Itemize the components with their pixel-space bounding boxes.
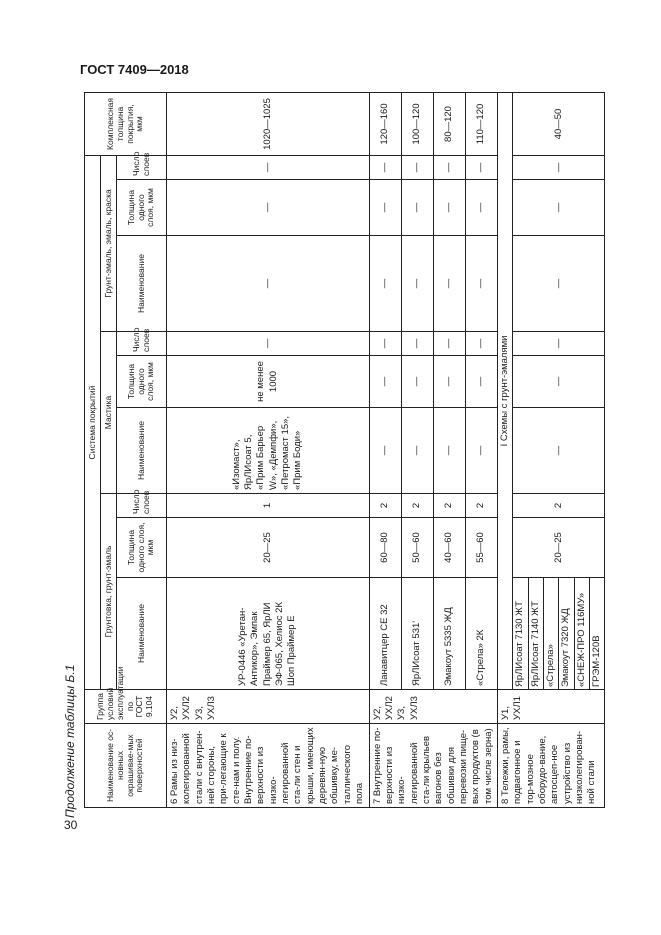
row7-3-enamel-thickness: — <box>433 180 465 236</box>
row7-4-mastic-layers: — <box>465 332 497 356</box>
header-primer-thickness: Толщина одного слоя, мкм <box>117 518 167 578</box>
row8-surface: 8 Тележки, рамы, подвагонное и тор-мозное оборудо-вание, автосцеп-ное устройство из низколегирован-ной стали <box>497 724 604 808</box>
header-system: Система покрытий <box>85 155 101 689</box>
row7-2-primer-layers: 2 <box>401 494 433 518</box>
row7-4-mastic-thickness: — <box>465 356 497 408</box>
header-mastic-layers: Число слоев <box>117 332 167 356</box>
row7-1-enamel-name: — <box>369 236 401 332</box>
header-mastic-thickness: Толщина одного слоя, мкм <box>117 356 167 408</box>
row7-1-mastic-name: — <box>369 408 401 494</box>
header-primer: Грунтовка, грунт-эмаль <box>101 494 117 690</box>
list-item: Эмакоут 7320 ЖД <box>559 578 574 689</box>
row7-2-mastic-name: — <box>401 408 433 494</box>
row8-total: 40—50 <box>513 92 605 155</box>
row7-1-primer-name: Ланавитцер СЕ 32 <box>369 578 401 690</box>
row7-2-enamel-layers: — <box>401 155 433 179</box>
row6-surface: 6 Рамы из низ-колегированной стали с внутрен-ней стороны, при-легающие к сте-нам и полу. Внутренние по-верхности из низко-легированной ста-ли стен и крыши, имеющих деревян-ную обшивку, ме-таллического пола <box>167 724 370 808</box>
row7-4-enamel-name: — <box>465 236 497 332</box>
row8-group: У1, УХЛ1 <box>497 690 604 724</box>
header-primer-name: Наименование <box>117 578 167 690</box>
row6-enamel-name: — <box>167 236 370 332</box>
primer-name-list <box>513 578 604 689</box>
row7-3-mastic-layers: — <box>433 332 465 356</box>
table-row <box>497 92 512 807</box>
list-item: ЯрЛИсоат 7130 ЖТ <box>513 578 528 689</box>
row7-2-primer-thickness: 50—60 <box>401 518 433 578</box>
coating-systems-table <box>84 92 605 808</box>
row7-1-total: 120—160 <box>369 92 401 155</box>
list-item: «Стрела» <box>543 578 558 689</box>
row7-3-primer-layers: 2 <box>433 494 465 518</box>
table-row <box>369 92 401 807</box>
row8-primer-thickness: 20—25 <box>513 518 605 578</box>
row7-3-mastic-name: — <box>433 408 465 494</box>
row7-2-primer-name: ЯрЛИсоат 531' <box>401 578 433 690</box>
rotated-table-container <box>84 93 602 808</box>
row7-1-primer-thickness: 60—80 <box>369 518 401 578</box>
row7-surface: 7 Внутренние по-верхности из низко-легированной ста-ли крыльев вагонов без обшивки для перевозки пище-вых продуктов (в том числе зерна) <box>369 724 497 808</box>
row7-4-primer-layers: 2 <box>465 494 497 518</box>
row7-2-mastic-thickness: — <box>401 356 433 408</box>
header-enamel-layers: Число слоев <box>117 155 167 179</box>
header-group: Группа условий эксплуатации по ГОСТ 9.104 <box>85 690 167 724</box>
header-primer-layers: Число слоев <box>117 494 167 518</box>
row6-primer-name: УР-0446 «Уретан-Антикор», Эмпак Праймер 65, ЯрЛИ ЭФ-065, Хелиос 2К Шоп Праймер Е <box>167 578 370 690</box>
table-row <box>167 92 370 807</box>
row6-primer-thickness: 20—25 <box>167 518 370 578</box>
row8-enamel-thickness: — <box>513 180 605 236</box>
row8-primer-layers: 2 <box>513 494 605 518</box>
row7-1-mastic-thickness: — <box>369 356 401 408</box>
row6-group: У2, УХЛ2 У3, УХЛ3 <box>167 690 370 724</box>
row8-primer-names <box>513 578 605 690</box>
row7-3-primer-name: Эмакоут 5335 ЖД <box>433 578 465 690</box>
row6-total: 1020—1025 <box>167 92 370 155</box>
row7-group: У2, УХЛ2 У3, УХЛ3 <box>369 690 497 724</box>
row8-mastic-layers: — <box>513 332 605 356</box>
row8-mastic-name: — <box>513 408 605 494</box>
header-enamel: Грунт-эмаль, эмаль, краска <box>101 155 117 331</box>
row7-2-mastic-layers: — <box>401 332 433 356</box>
row7-1-enamel-thickness: — <box>369 180 401 236</box>
row7-4-enamel-thickness: — <box>465 180 497 236</box>
header-enamel-name: Наименование <box>117 236 167 332</box>
row8-enamel-layers: — <box>513 155 605 179</box>
row6-mastic-layers: — <box>167 332 370 356</box>
section-title: I Схемы с грунт-эмалями <box>497 92 512 689</box>
row8-mastic-thickness: — <box>513 356 605 408</box>
row7-4-primer-thickness: 55—60 <box>465 518 497 578</box>
row7-2-total: 100—120 <box>401 92 433 155</box>
row7-1-mastic-layers: — <box>369 332 401 356</box>
list-item: ЯрЛИсоат 7140 ЖТ <box>528 578 543 689</box>
row6-mastic-thickness: не менее 1000 <box>167 356 370 408</box>
row6-mastic-name: «Изомаст», ЯрЛИсоат 5, «Прим Барьер W», «Демпфи», «Петромаст 15», «Прим Боди» <box>167 408 370 494</box>
row7-4-mastic-name: — <box>465 408 497 494</box>
row8-enamel-name: — <box>513 236 605 332</box>
row7-3-primer-thickness: 40—60 <box>433 518 465 578</box>
row7-3-enamel-layers: — <box>433 155 465 179</box>
row7-3-enamel-name: — <box>433 236 465 332</box>
row7-2-enamel-name: — <box>401 236 433 332</box>
row6-enamel-thickness: — <box>167 180 370 236</box>
row7-2-enamel-thickness: — <box>401 180 433 236</box>
header-total: Комплексная толщина покрытия, мкм <box>85 92 167 155</box>
row7-3-mastic-thickness: — <box>433 356 465 408</box>
row6-enamel-layers: — <box>167 155 370 179</box>
row7-4-enamel-layers: — <box>465 155 497 179</box>
row7-3-total: 80—120 <box>433 92 465 155</box>
row7-4-total: 110—120 <box>465 92 497 155</box>
list-item: ГРЭМ-120В <box>591 635 602 687</box>
header-mastic-name: Наименование <box>117 408 167 494</box>
table-caption: Продолжение таблицы Б.1 <box>63 664 77 818</box>
list-item: «СНЕЖ-ПРО 116МУ» <box>574 578 589 689</box>
row6-primer-layers: 1 <box>167 494 370 518</box>
row7-1-primer-layers: 2 <box>369 494 401 518</box>
document-title: ГОСТ 7409—2018 <box>80 62 189 77</box>
header-surface: Наименование ос-новных окрашивае-мых поверхностей <box>85 724 167 808</box>
page-number: 30 <box>64 818 78 832</box>
header-mastic: Мастика <box>101 332 117 494</box>
header-enamel-thickness: Толщина одного слоя, мкм <box>117 180 167 236</box>
row7-1-enamel-layers: — <box>369 155 401 179</box>
row7-4-primer-name: «Стрела» 2К <box>465 578 497 690</box>
